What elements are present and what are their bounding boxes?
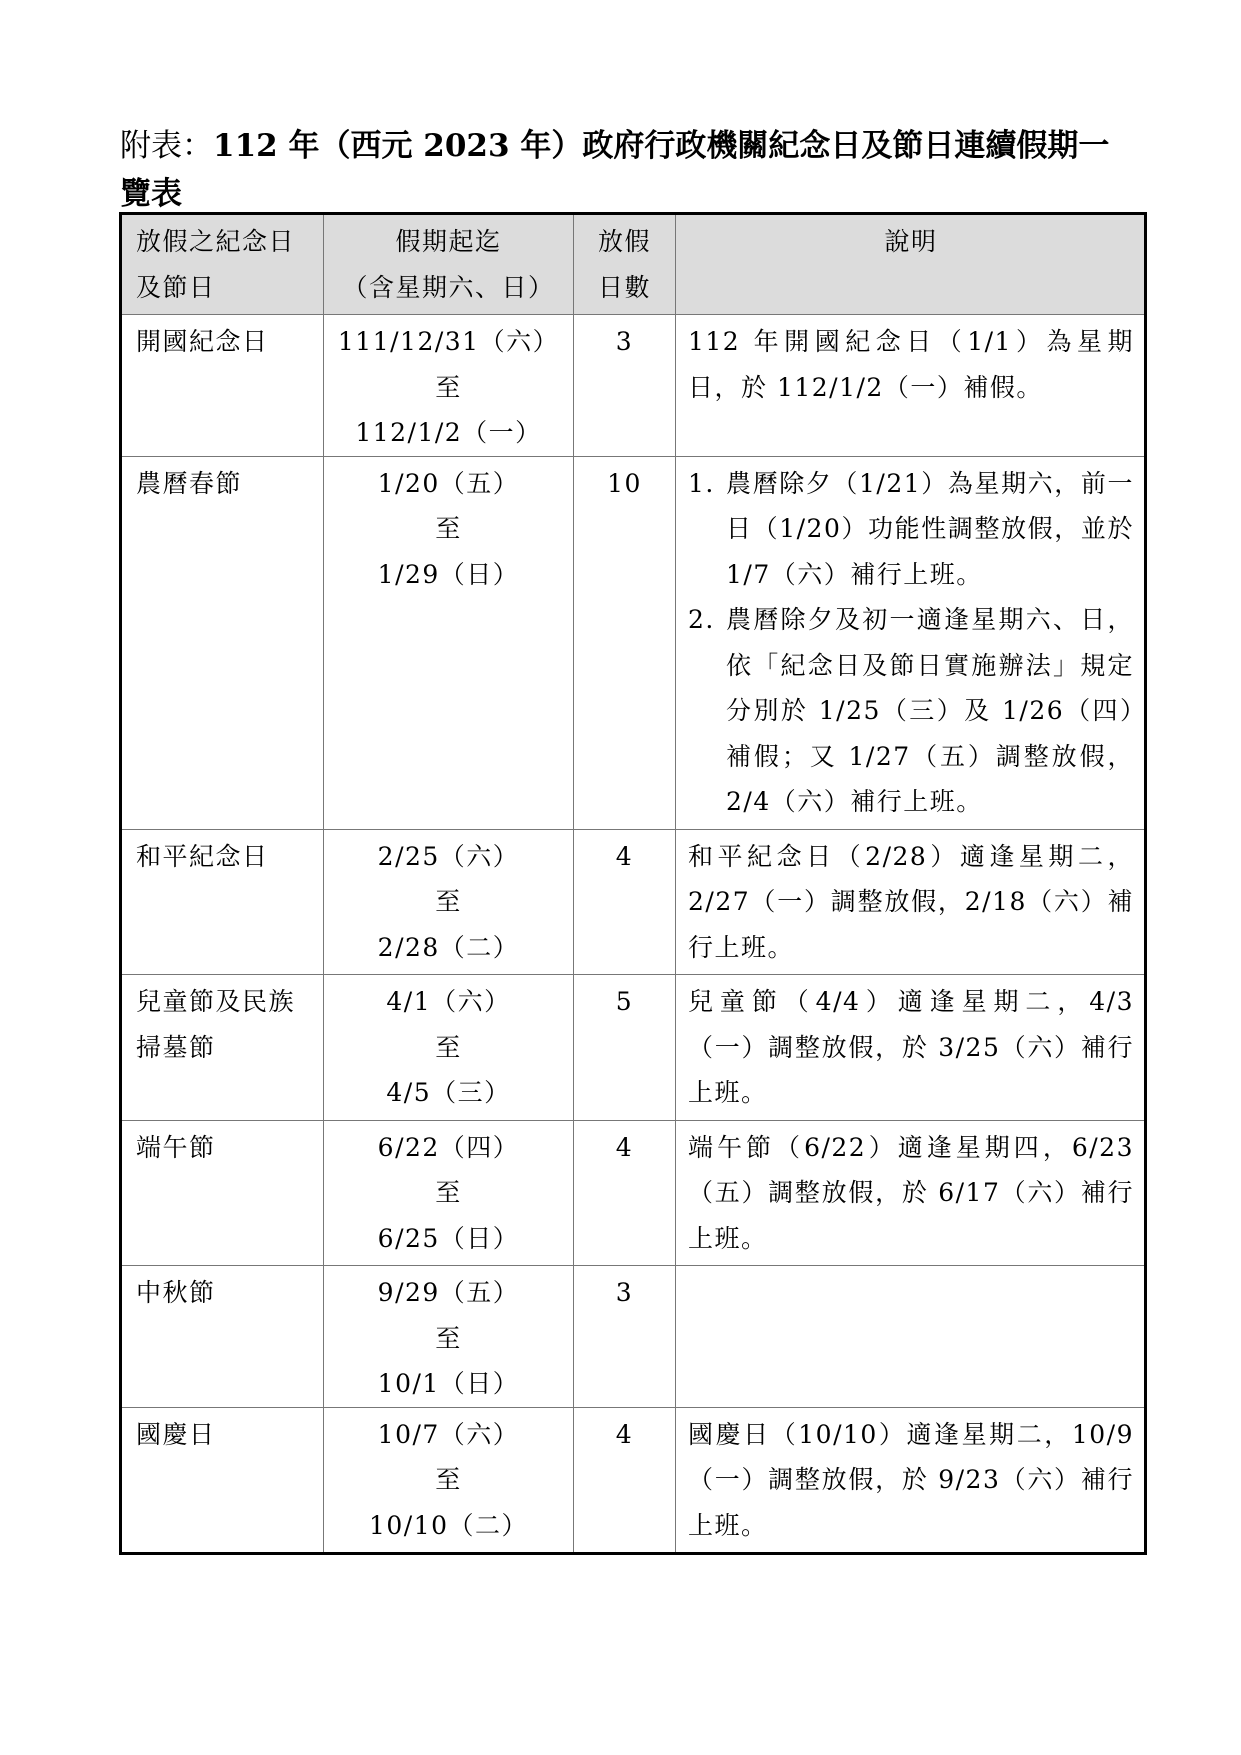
table-row (121, 975, 1146, 1121)
period-end: 112/1/2（一） (355, 418, 542, 447)
holiday-days: 5 (574, 975, 676, 1121)
holiday-note: 和平紀念日（2/28）適逢星期二，2/27（一）調整放假，2/18（六）補行上班。 (676, 829, 1146, 975)
holiday-note (676, 1266, 1146, 1408)
holiday-table (119, 212, 1147, 1555)
period-end: 10/10（二） (368, 1510, 529, 1540)
header-holiday-name: 放假之紀念日 及節日 (121, 214, 324, 315)
holiday-period (324, 1407, 574, 1554)
holiday-name: 開國紀念日 (121, 315, 324, 457)
period-end: 4/5（三） (386, 1078, 511, 1107)
period-to: 至 (435, 887, 462, 916)
table-row (121, 1120, 1146, 1266)
header-period: 假期起迄 （含星期六、日） (324, 214, 574, 315)
period-start: 6/22（四） (377, 1132, 520, 1162)
note-item: 2. 農曆除夕及初一適逢星期六、日，依「紀念日及節日實施辦法」規定分別於 1/25（三）及 1/26（四）補假；又 1/27（五）調整放假，2/4（六）補行上班。 (688, 605, 1134, 816)
period-start: 111/12/31（六） (337, 327, 560, 356)
holiday-name: 中秋節 (121, 1266, 324, 1408)
table-row (121, 315, 1146, 457)
document-title (120, 122, 1140, 218)
holiday-period (324, 975, 574, 1121)
holiday-name: 端午節 (121, 1120, 324, 1266)
note-item: 1. 農曆除夕（1/21）為星期六，前一日（1/20）功能性調整放假，並於 1/7（六）補行上班。 (688, 468, 1134, 589)
table-row (121, 1266, 1146, 1408)
table-header-row (121, 214, 1146, 315)
period-to: 至 (435, 1178, 462, 1207)
holiday-note (676, 456, 1146, 829)
holiday-days: 3 (574, 1266, 676, 1408)
holiday-days: 3 (574, 315, 676, 457)
holiday-period (324, 1266, 574, 1408)
table-row (121, 1407, 1146, 1554)
period-end: 1/29（日） (377, 559, 520, 589)
period-start: 1/20（五） (377, 468, 520, 498)
table-row (121, 829, 1146, 975)
note-list (688, 461, 1134, 825)
header-days: 放假 日數 (574, 214, 676, 315)
period-end: 6/25（日） (377, 1223, 520, 1253)
holiday-period (324, 456, 574, 829)
holiday-note: 端午節（6/22）適逢星期四，6/23（五）調整放假，於 6/17（六）補行上班。 (676, 1120, 1146, 1266)
holiday-note: 兒童節（4/4）適逢星期二，4/3（一）調整放假，於 3/25（六）補行上班。 (676, 975, 1146, 1121)
period-to: 至 (435, 514, 462, 543)
holiday-note: 國慶日（10/10）適逢星期二，10/9（一）調整放假，於 9/23（六）補行上班。 (676, 1407, 1146, 1554)
holiday-name: 和平紀念日 (121, 829, 324, 975)
period-to: 至 (435, 1323, 462, 1353)
holiday-name: 農曆春節 (121, 456, 324, 829)
holiday-period (324, 315, 574, 457)
holiday-name: 兒童節及民族掃墓節 (121, 975, 324, 1121)
period-start: 10/7（六） (377, 1419, 520, 1449)
holiday-period (324, 829, 574, 975)
period-end: 10/1（日） (377, 1369, 520, 1398)
header-note: 說明 (676, 214, 1146, 315)
holiday-note: 112 年開國紀念日（1/1）為星期日，於 112/1/2（一）補假。 (676, 315, 1146, 457)
period-start: 2/25（六） (377, 841, 520, 871)
title-prefix: 附表： (120, 128, 213, 164)
holiday-days: 4 (574, 829, 676, 975)
holiday-name: 國慶日 (121, 1407, 324, 1554)
holiday-days: 4 (574, 1120, 676, 1266)
period-start: 9/29（五） (377, 1278, 520, 1307)
table-row (121, 456, 1146, 829)
period-to: 至 (435, 1032, 462, 1062)
period-to: 至 (435, 372, 462, 402)
period-to: 至 (435, 1465, 462, 1494)
period-start: 4/1（六） (386, 987, 511, 1016)
holiday-days: 10 (574, 456, 676, 829)
period-end: 2/28（二） (377, 932, 520, 962)
title-main: 112 年（西元 2023 年）政府行政機關紀念日及節日連續假期一覽表 (120, 128, 1110, 212)
holiday-period (324, 1120, 574, 1266)
holiday-days: 4 (574, 1407, 676, 1554)
